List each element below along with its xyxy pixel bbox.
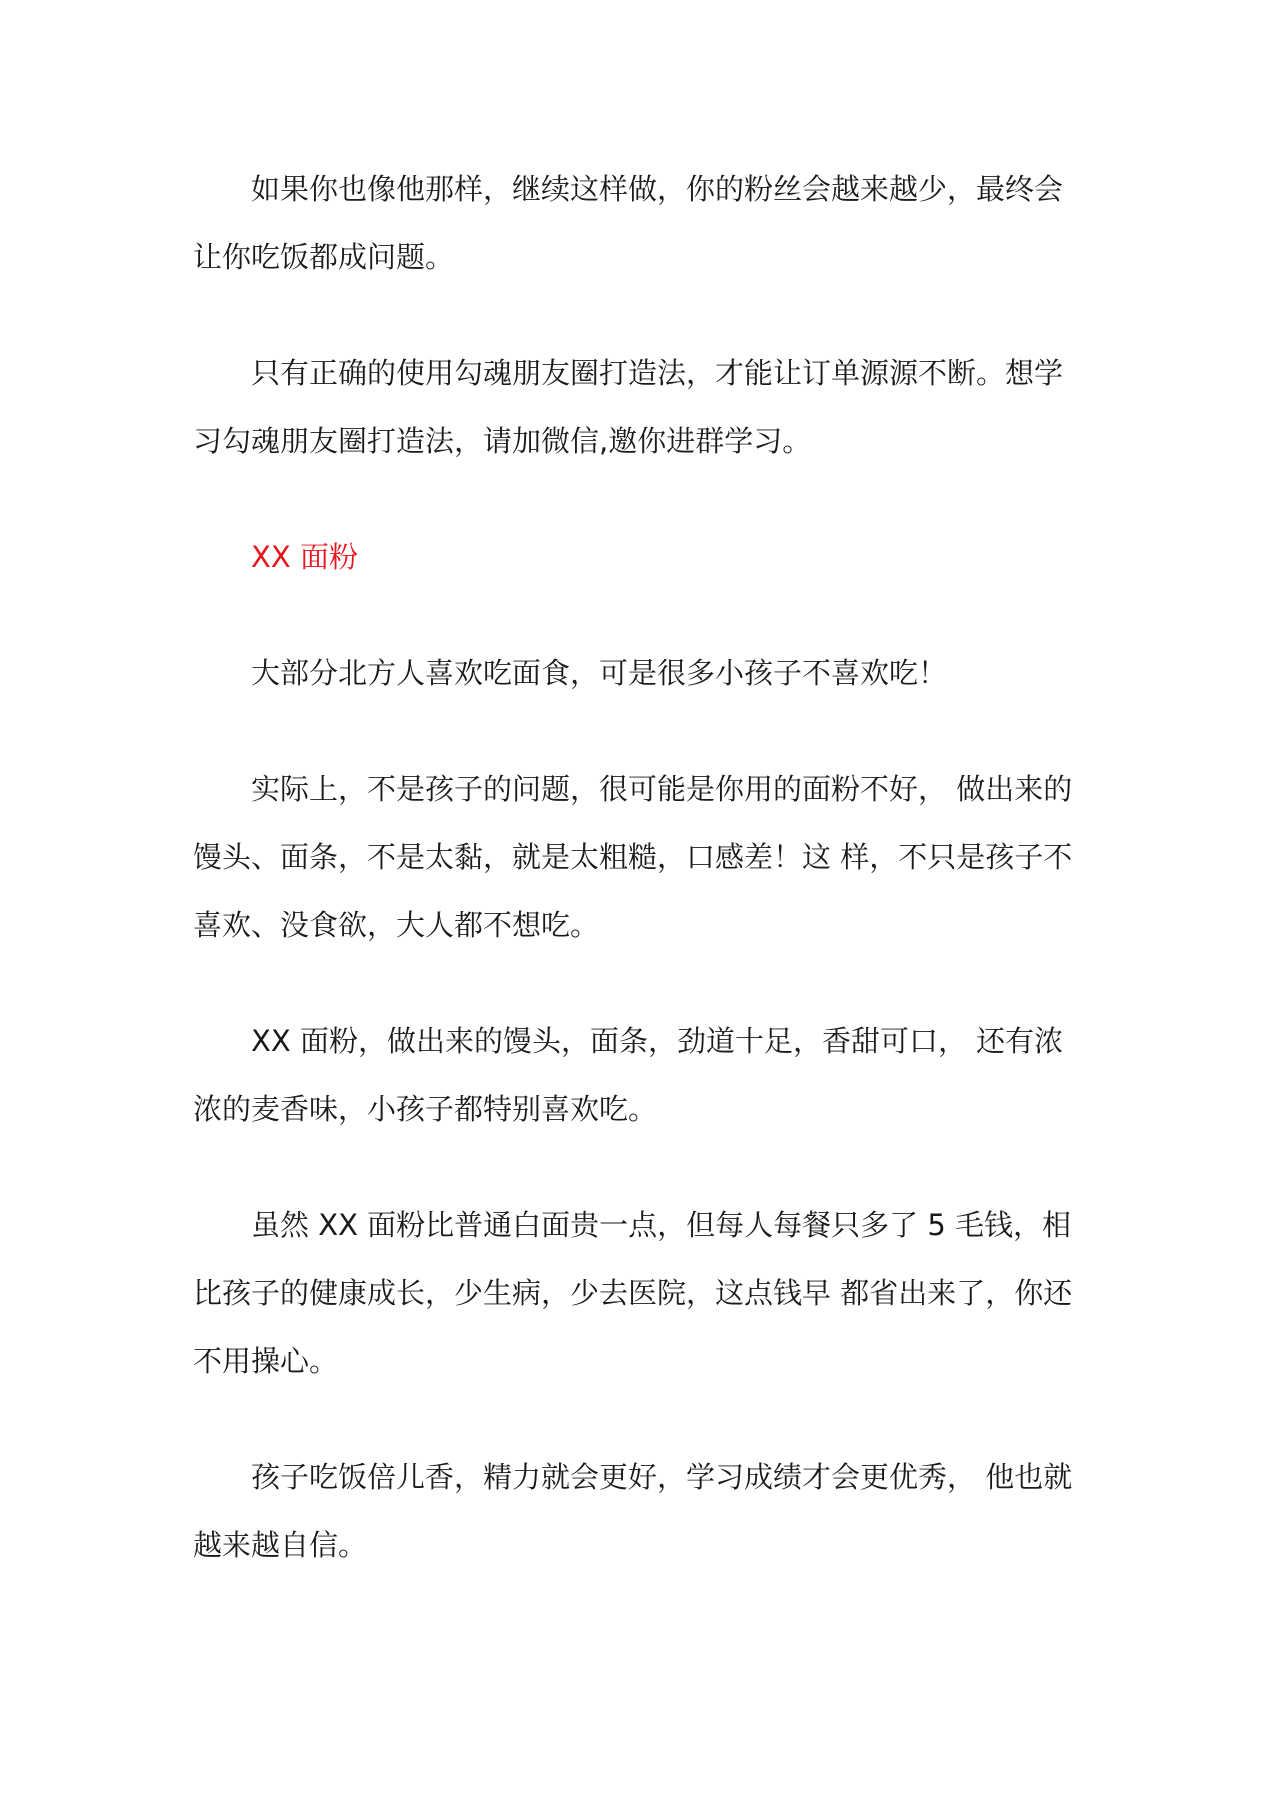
document-page bbox=[193, 155, 1083, 1627]
section-heading: XX 面粉 bbox=[251, 540, 358, 574]
body-paragraph: 孩子吃饭倍儿香，精力就会更好，学习成绩才会更优秀， 他也就越来越自信。 bbox=[193, 1460, 1073, 1562]
body-paragraph: 如果你也像他那样，继续这样做，你的粉丝会越来越少，最终会让你吃饭都成问题。 bbox=[193, 172, 1064, 274]
body-paragraph: 只有正确的使用勾魂朋友圈打造法，才能让订单源源不断。想学习勾魂朋友圈打造法，请加微信,邀你进群学习。 bbox=[193, 356, 1064, 458]
body-paragraph: XX 面粉，做出来的馒头，面条，劲道十足，香甜可口， 还有浓浓的麦香味，小孩子都特别喜欢吃。 bbox=[193, 1024, 1064, 1126]
body-paragraph: 大部分北方人喜欢吃面食，可是很多小孩子不喜欢吃！ bbox=[251, 656, 948, 690]
body-paragraph: 实际上，不是孩子的问题，很可能是你用的面粉不好， 做出来的馒头、面条，不是太黏，就是太粗糙，口感差！这 样，不只是孩子不喜欢、没食欲，大人都不想吃。 bbox=[193, 772, 1073, 942]
body-paragraph: 虽然 XX 面粉比普通白面贵一点，但每人每餐只多了 5 毛钱，相比孩子的健康成长，少生病，少去医院，这点钱早 都省出来了，你还不用操心。 bbox=[193, 1208, 1073, 1378]
